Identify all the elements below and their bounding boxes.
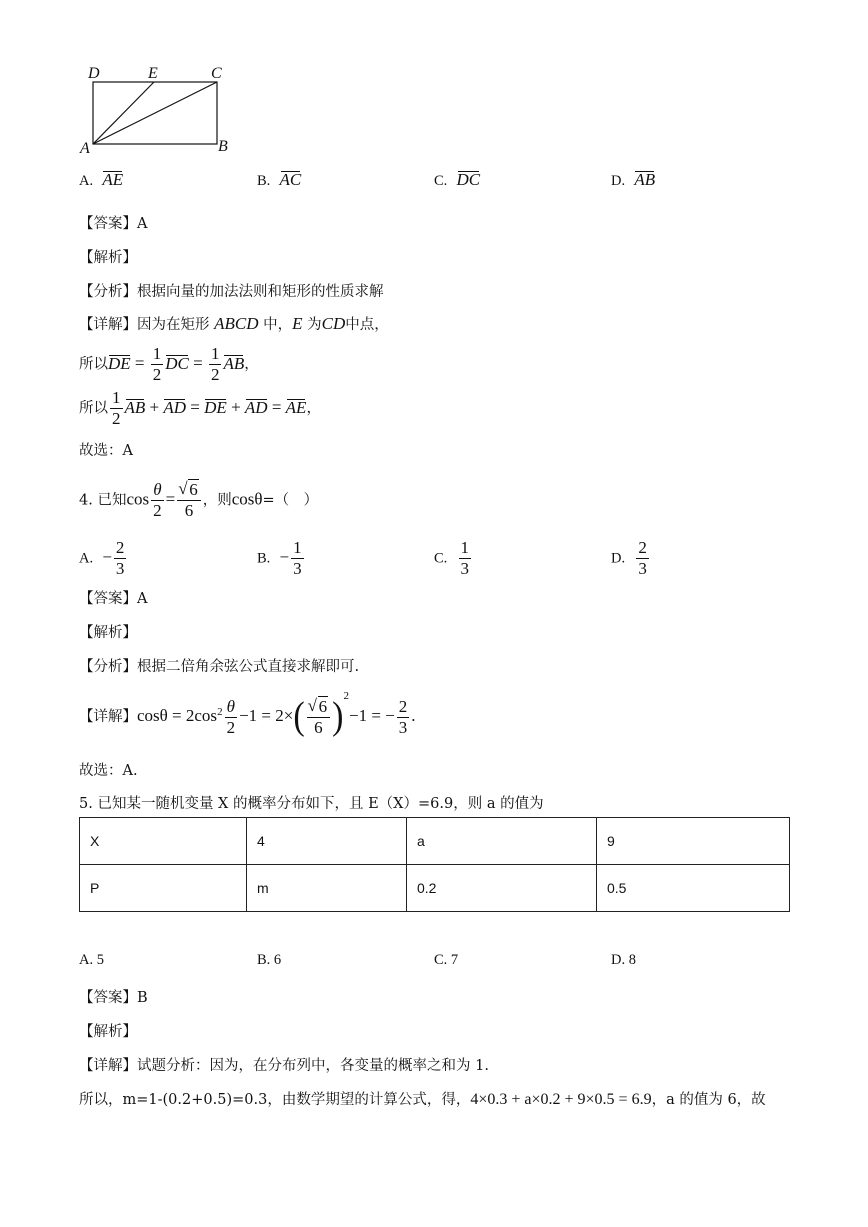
table-cell: m xyxy=(247,865,407,912)
table-cell: 0.2 xyxy=(407,865,597,912)
table-cell: X xyxy=(80,818,247,865)
q4-option-c[interactable]: C. $\frac{1}{3}$ xyxy=(434,538,470,578)
q3-answer: 【答案】A xyxy=(79,216,148,232)
q4-detail: 【详解】$\cos\theta = 2\cos^2$ $\frac{\theta}{2}$ −1 = 2×( √ $\frac{6}{6}$ )$^2$−1 = − $\frac{2}{3}$ . xyxy=(79,690,416,738)
q3-analysis-head: 【解析】 xyxy=(79,250,137,266)
q4-answer: 【答案】A xyxy=(79,591,148,607)
q4-option-d[interactable]: D. $\frac{2}{3}$ xyxy=(611,538,647,578)
q5-detail: 【详解】试题分析：因为，在分布列中，各变量的概率之和为 1. xyxy=(79,1058,489,1074)
table-cell: 0.5 xyxy=(597,865,790,912)
q5-option-c[interactable]: C. 7 xyxy=(434,952,459,968)
probability-distribution-table xyxy=(79,817,790,912)
table-cell: P xyxy=(80,865,247,912)
vertex-label-d: D xyxy=(88,65,100,82)
vector-ae: AE xyxy=(102,170,124,189)
vertex-label-a: A xyxy=(80,140,90,157)
q4-stem: 4. 已知cos $\frac{\theta}{2}$ = √ $\frac{6}{6}$ ，则cosθ=（ ） xyxy=(79,480,318,521)
q3-option-d[interactable]: D. AB xyxy=(611,170,656,189)
q5-option-d[interactable]: D. 8 xyxy=(611,952,636,968)
q4-option-a[interactable]: A. − $\frac{2}{3}$ xyxy=(79,538,125,578)
table-cell: 4 xyxy=(247,818,407,865)
vertex-label-e: E xyxy=(148,65,158,82)
q4-option-b[interactable]: B. − $\frac{1}{3}$ xyxy=(257,538,302,578)
q5-option-a[interactable]: A. 5 xyxy=(79,952,104,968)
vertex-label-c: C xyxy=(211,65,222,82)
vector-ab: AB xyxy=(634,170,656,189)
vector-ac: AC xyxy=(279,170,302,189)
table-cell: a xyxy=(407,818,597,865)
q5-analysis-head: 【解析】 xyxy=(79,1024,137,1040)
q5-stem: 5. 已知某一随机变量 X 的概率分布如下，且 E（X）=6.9，则 a 的值为 xyxy=(79,796,544,812)
vector-dc: DC xyxy=(456,170,481,189)
table-cell: 9 xyxy=(597,818,790,865)
table-row xyxy=(80,818,790,865)
q4-analysis-head: 【解析】 xyxy=(79,625,137,641)
q3-option-a[interactable]: A. AE xyxy=(79,170,124,189)
q3-choice: 故选：A xyxy=(79,443,133,459)
q5-option-b[interactable]: B. 6 xyxy=(257,952,282,968)
q5-answer: 【答案】B xyxy=(79,990,148,1006)
q3-option-c[interactable]: C. DC xyxy=(434,170,481,189)
q3-equation-2: 所以 $\frac{1}{2}$ AB + AD = DE + AD = AE， xyxy=(79,388,321,428)
q4-fenxi: 【分析】根据二倍角余弦公式直接求解即可. xyxy=(79,659,360,675)
q3-detail: 【详解】因为在矩形 ABCD 中，E 为CD中点， xyxy=(79,314,389,333)
q3-equation-1: 所以DE = $\frac{1}{2}$ DC = $\frac{1}{2}$ AB， xyxy=(79,344,259,384)
q5-last-line: 所以，m=1-(0.2+0.5)=0.3，由数学期望的计算公式，得，4×0.3 + a×0.2 + 9×0.5 = 6.9，a 的值为 6，故 xyxy=(79,1091,766,1108)
table-row xyxy=(80,865,790,912)
q3-fenxi: 【分析】根据向量的加法法则和矩形的性质求解 xyxy=(79,284,384,300)
q4-choice: 故选：A. xyxy=(79,763,138,779)
q3-option-b[interactable]: B. AC xyxy=(257,170,302,189)
vertex-label-b: B xyxy=(218,138,228,155)
